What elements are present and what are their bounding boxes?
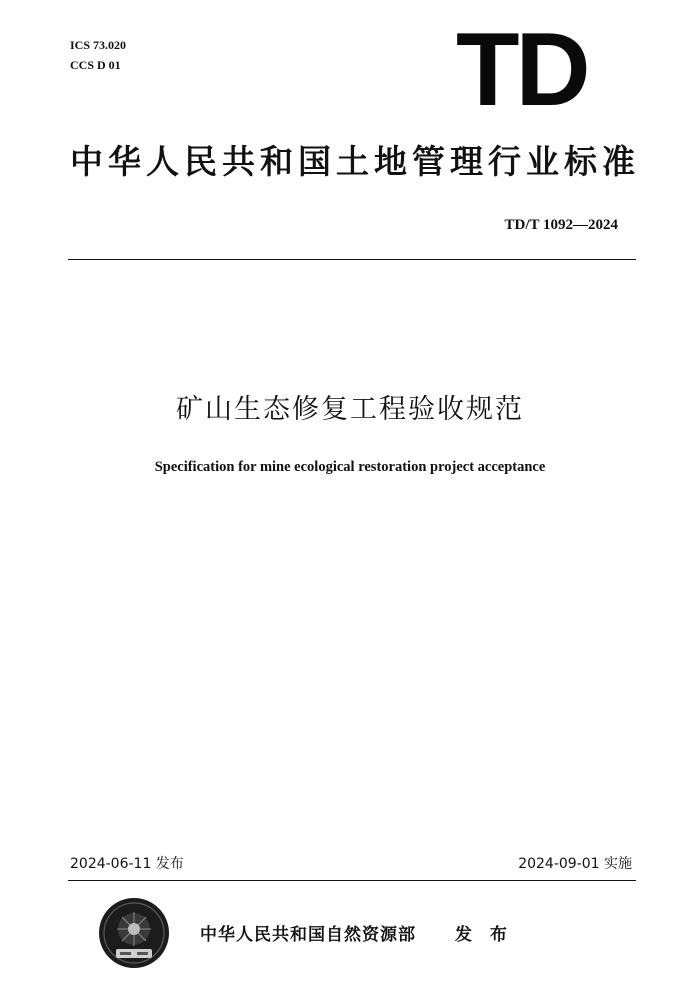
standard-category-title: 中华人民共和国土地管理行业标准 <box>70 142 640 181</box>
issue-date: 2024-06-11 发布 <box>70 856 184 872</box>
ics-code: ICS 73.020 <box>70 38 127 52</box>
ccs-code: CCS D 01 <box>70 58 121 72</box>
implementation-date: 2024-09-01 实施 <box>518 856 632 872</box>
issuing-authority: 中华人民共和国自然资源部 <box>200 925 416 945</box>
header-divider <box>68 259 636 260</box>
publish-label: 发 布 <box>455 925 513 945</box>
standard-code: TD/T 1092—2024 <box>504 217 618 233</box>
document-title-cn: 矿山生态修复工程验收规范 <box>176 394 524 425</box>
document-title-en: Specification for mine ecological restoration project acceptance <box>154 459 546 475</box>
footer-divider <box>68 880 636 881</box>
td-logo: TD <box>456 12 587 128</box>
ministry-seal-icon <box>98 897 170 969</box>
